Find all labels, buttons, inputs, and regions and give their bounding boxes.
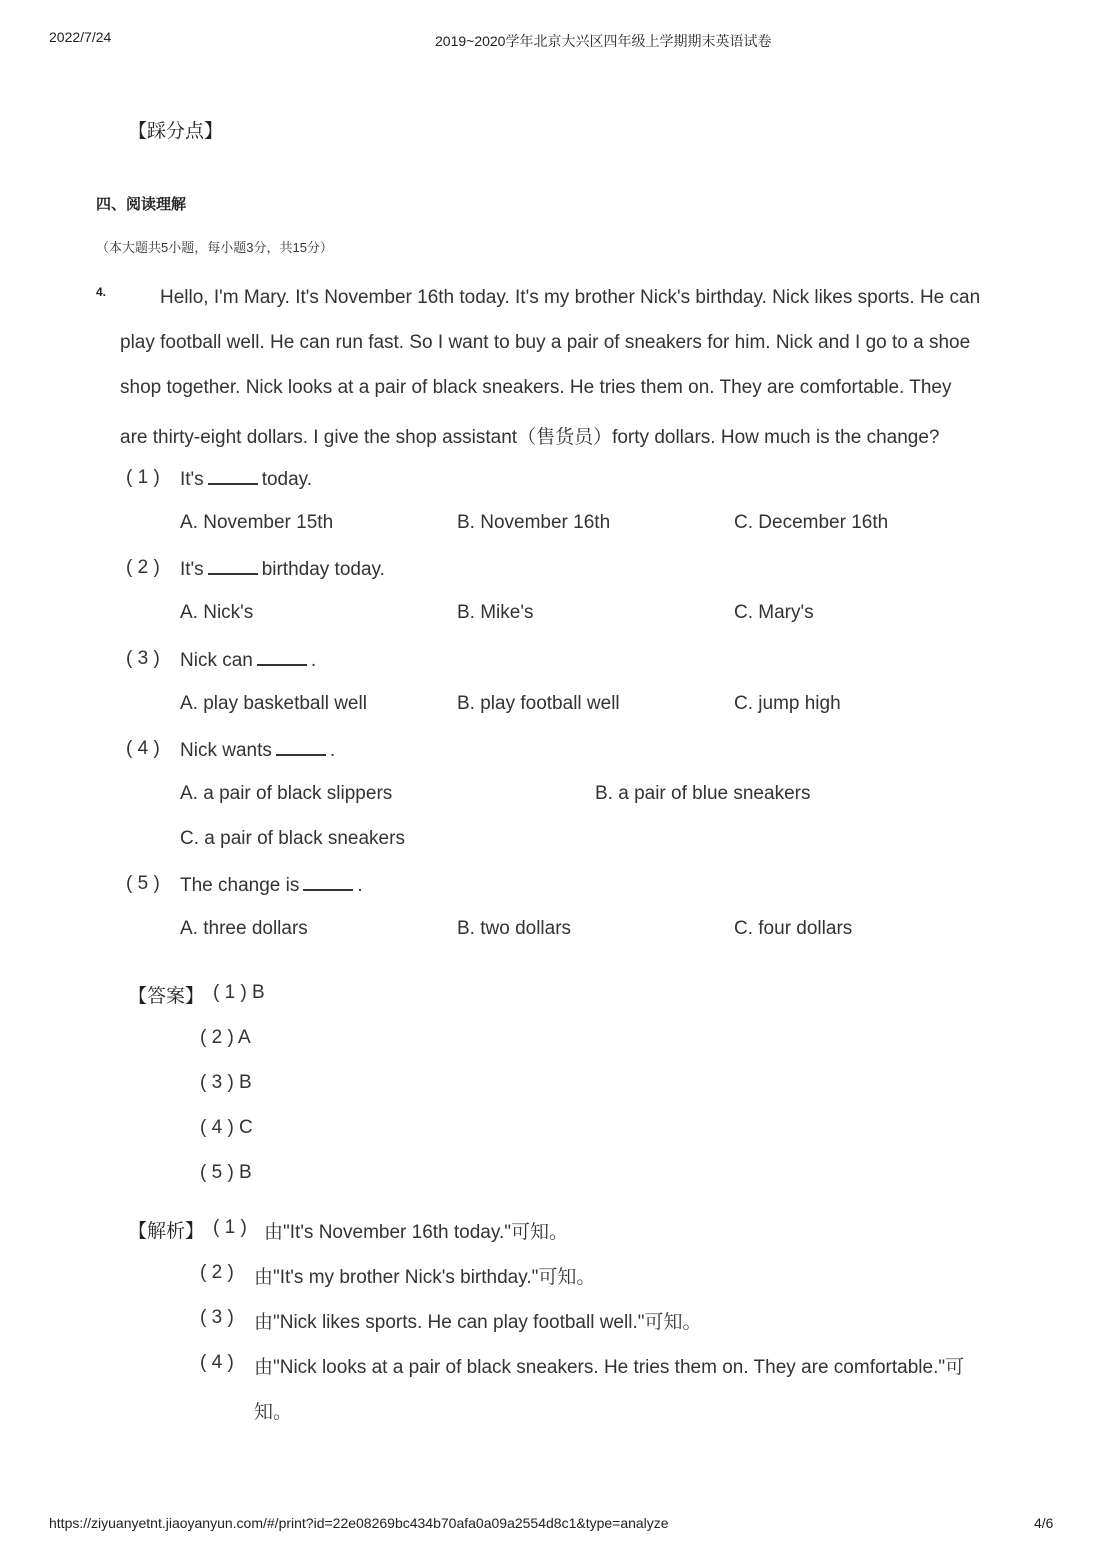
analysis-label: ( 1 )	[213, 1217, 247, 1238]
passage-line: Hello, I'm Mary. It's November 16th today. It's my brother Nick's birthday. Nick likes sports. He can	[160, 287, 981, 308]
subquestion-stem: It's today.	[180, 469, 313, 490]
option-a: A. November 15th	[180, 512, 334, 533]
subquestion-label: ( 5 )	[126, 873, 160, 894]
footer-url[interactable]: https://ziyuanyetnt.jiaoyanyun.com/#/print?id=22e08269bc434b70afa0a09a2554d8c1&type=analyze	[49, 1515, 669, 1531]
subquestion-label: ( 2 )	[126, 557, 160, 578]
option-b: B. play football well	[457, 693, 620, 714]
answer-blank	[303, 873, 353, 891]
option-c: C. a pair of black sneakers	[180, 828, 405, 849]
subquestion-stem: Nick can .	[180, 650, 317, 671]
score-point-tag: 【踩分点】	[128, 121, 224, 142]
analysis-text: 由"It's my brother Nick's birthday."可知。	[254, 1267, 596, 1288]
section-note: （本大题共5小题，每小题3分，共15分）	[96, 240, 333, 255]
answer-line: ( 1 ) B	[213, 982, 265, 1003]
answer-tag: 【答案】	[128, 986, 205, 1007]
answer-line: ( 3 ) B	[200, 1072, 252, 1093]
question-number: 4.	[96, 285, 107, 299]
option-a: A. a pair of black slippers	[180, 783, 393, 804]
subquestion-stem: It's birthday today.	[180, 559, 385, 580]
answer-blank	[208, 557, 258, 575]
passage-line: are thirty-eight dollars. I give the shop assistant（售货员）forty dollars. How much is the change?	[120, 427, 940, 448]
subquestion-label: ( 1 )	[126, 467, 160, 488]
answer-line: ( 2 ) A	[200, 1027, 251, 1048]
header-date: 2022/7/24	[49, 29, 112, 45]
passage-line: shop together. Nick looks at a pair of black sneakers. He tries them on. They are comfortable. They	[120, 377, 952, 398]
analysis-label: ( 3 )	[200, 1307, 234, 1328]
header-title: 2019~2020学年北京大兴区四年级上学期期末英语试卷	[435, 33, 772, 49]
footer-page-number: 4/6	[1034, 1515, 1054, 1531]
analysis-text: 由"It's November 16th today."可知。	[264, 1222, 568, 1243]
option-a: A. play basketball well	[180, 693, 367, 714]
passage-line: play football well. He can run fast. So I want to buy a pair of sneakers for him. Nick and I go to a shoe	[120, 332, 971, 353]
answer-line: ( 5 ) B	[200, 1162, 252, 1183]
analysis-label: ( 2 )	[200, 1262, 234, 1283]
subquestion-label: ( 4 )	[126, 738, 160, 759]
option-c: C. four dollars	[734, 918, 853, 939]
answer-blank	[276, 738, 326, 756]
option-c: C. jump high	[734, 693, 841, 714]
section-title: 四、阅读理解	[96, 196, 187, 213]
analysis-text-continued: 知。	[254, 1402, 293, 1423]
subquestion-stem: Nick wants .	[180, 740, 336, 761]
analysis-text: 由"Nick likes sports. He can play football well."可知。	[254, 1312, 702, 1333]
answer-blank	[208, 467, 258, 485]
option-b: B. two dollars	[457, 918, 572, 939]
analysis-label: ( 4 )	[200, 1352, 234, 1373]
analysis-tag: 【解析】	[128, 1221, 205, 1242]
option-a: A. Nick's	[180, 602, 254, 623]
option-b: B. Mike's	[457, 602, 534, 623]
option-c: C. Mary's	[734, 602, 814, 623]
option-c: C. December 16th	[734, 512, 889, 533]
subquestion-label: ( 3 )	[126, 648, 160, 669]
analysis-text: 由"Nick looks at a pair of black sneakers. He tries them on. They are comfortable."可	[254, 1357, 965, 1378]
answer-line: ( 4 ) C	[200, 1117, 253, 1138]
option-b: B. a pair of blue sneakers	[595, 783, 811, 804]
option-b: B. November 16th	[457, 512, 611, 533]
answer-blank	[257, 648, 307, 666]
option-a: A. three dollars	[180, 918, 308, 939]
subquestion-stem: The change is .	[180, 875, 363, 896]
